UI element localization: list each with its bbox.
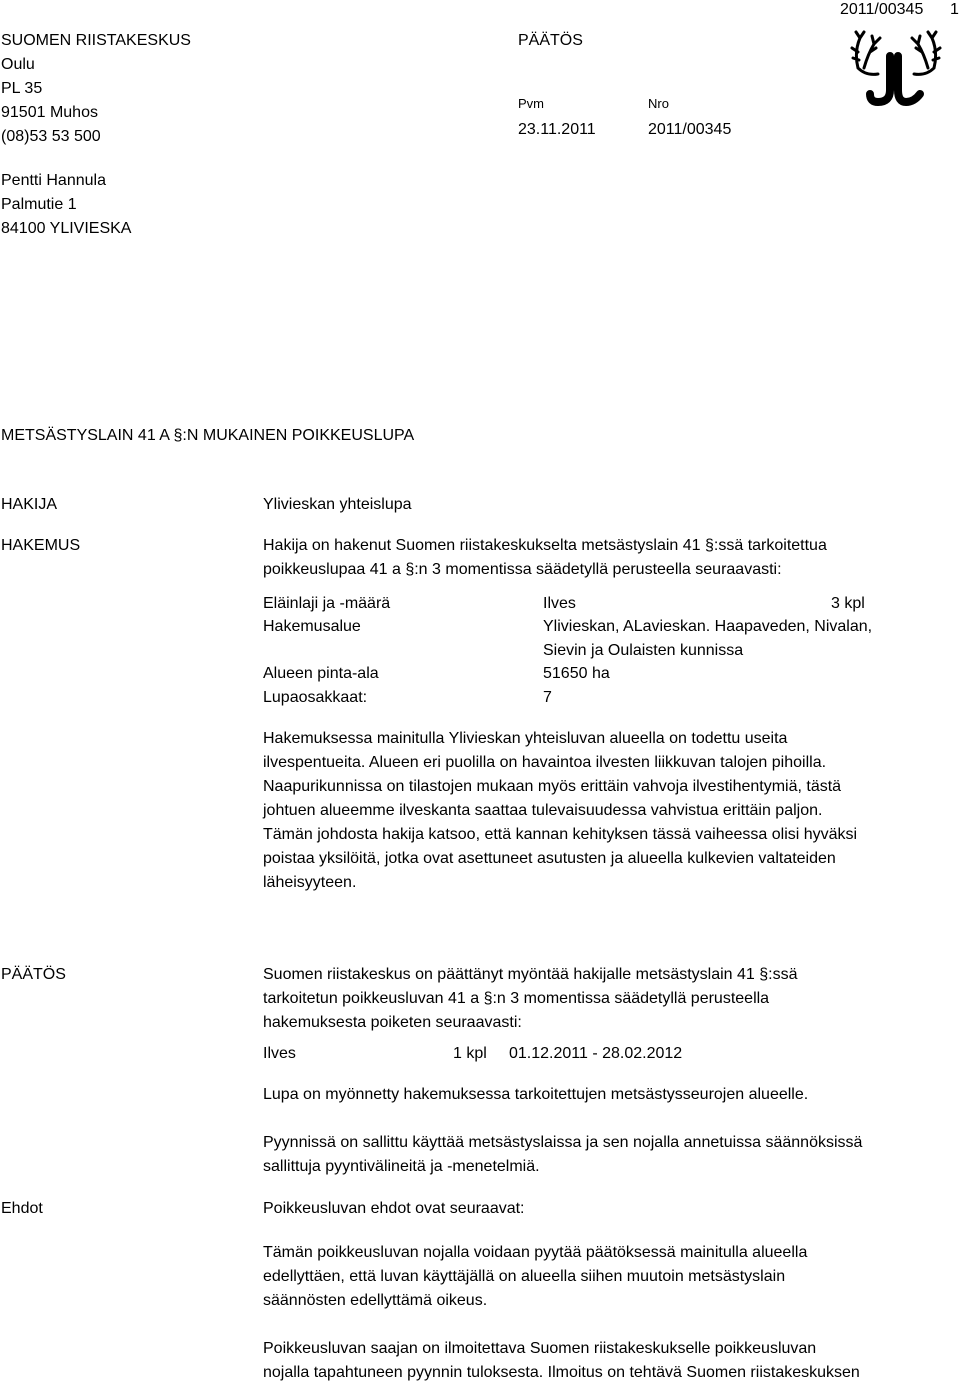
sender-phone: (08)53 53 500: [1, 128, 101, 145]
area-label: Hakemusalue: [263, 618, 361, 635]
hakija-label: HAKIJA: [1, 496, 58, 513]
recipient-postal: 84100 YLIVIESKA: [1, 220, 132, 237]
size-label: Alueen pinta-ala: [263, 665, 379, 682]
hakemus-intro: [263, 534, 827, 582]
members-label: Lupaosakkaat:: [263, 689, 368, 706]
paatos-intro-line: Suomen riistakeskus on päättänyt myöntää hakijalle metsästyslain 41 §:ssä: [263, 966, 798, 983]
doc-type: PÄÄTÖS: [518, 32, 583, 49]
sender-pobox: PL 35: [1, 80, 43, 97]
condition-line: edellyttäen, että luvan käyttäjällä on alueella siihen muutoin metsästyslain: [263, 1268, 786, 1285]
hakemus-intro-line: poikkeuslupaa 41 a §:n 3 momentissa säädetyllä perusteella seuraavasti:: [263, 561, 782, 578]
hakemus-label: HAKEMUS: [1, 537, 81, 554]
paatos-label: PÄÄTÖS: [1, 966, 66, 983]
condition-line: Poikkeusluvan saajan on ilmoitettava Suomen riistakeskukselle poikkeusluvan: [263, 1340, 817, 1357]
reasoning-line: johtuen alueemme ilveskanta saattaa tulevaisuudessa vahvistua erittäin paljon.: [263, 802, 823, 819]
sender-city: Oulu: [1, 56, 35, 73]
paatos-intro-line: hakemuksesta poiketen seuraavasti:: [263, 1014, 522, 1031]
recipient-address: [1, 169, 131, 241]
sender-postal: 91501 Muhos: [1, 104, 98, 121]
ehdot-label: Ehdot: [1, 1200, 43, 1217]
reasoning-line: Tämän johdosta hakija katsoo, että kannan kehityksen tässä vaiheessa olisi hyväksi: [263, 826, 858, 843]
riistakeskus-logo: [850, 30, 942, 110]
ehdot-intro: Poikkeusluvan ehdot ovat seuraavat:: [263, 1200, 525, 1217]
hakija-value: Ylivieskan yhteislupa: [263, 496, 412, 513]
page-number: 1: [950, 1, 959, 18]
granted-period: 01.12.2011 - 28.02.2012: [509, 1045, 683, 1062]
condition-line: Tämän poikkeusluvan nojalla voidaan pyytää päätöksessä mainitulla alueella: [263, 1244, 808, 1261]
granted-area: Lupa on myönnetty hakemuksessa tarkoitettujen metsästysseurojen alueelle.: [263, 1086, 809, 1103]
granted-amount: 1 kpl: [453, 1045, 487, 1062]
hakemus-reasoning: [263, 727, 857, 895]
species-value: Ilves: [543, 595, 576, 612]
members-value: 7: [543, 689, 552, 706]
paatos-intro-line: tarkoitetun poikkeusluvan 41 a §:n 3 momentissa säädetyllä perusteella: [263, 990, 770, 1007]
species-label: Eläinlaji ja -määrä: [263, 595, 391, 612]
reasoning-line: ilvespentueita. Alueen eri puolilla on havaintoa ilvesten liikkuvan talojen pihoilla.: [263, 754, 827, 771]
area-line: Sievin ja Oulaisten kunnissa: [543, 642, 744, 659]
recipient-name: Pentti Hannula: [1, 172, 106, 189]
species-amount: 3 kpl: [831, 595, 865, 612]
condition-line: säännösten edellyttämä oikeus.: [263, 1292, 488, 1309]
granted-species: Ilves: [263, 1045, 296, 1062]
paatos-intro: [263, 963, 798, 1035]
hakemus-intro-line: Hakija on hakenut Suomen riistakeskukselta metsästyslain 41 §:ssä tarkoitettua: [263, 537, 827, 554]
page-reference: 2011/00345: [840, 1, 924, 18]
reasoning-line: läheisyyteen.: [263, 874, 357, 891]
decision-date: 23.11.2011: [518, 121, 596, 138]
condition-1: [263, 1241, 807, 1313]
recipient-street: Palmutie 1: [1, 196, 77, 213]
area-line: Ylivieskan, ALavieskan. Haapaveden, Nivalan,: [543, 618, 873, 635]
nro-label: Nro: [648, 96, 669, 111]
reasoning-line: poistaa yksilöitä, jotka ovat asettuneet asutusten ja alueella kulkevien valtateiden: [263, 850, 836, 867]
methods-line: Pyynnissä on sallittu käyttää metsästyslaissa ja sen nojalla annetuissa säännöksissä: [263, 1134, 863, 1151]
document-title: METSÄSTYSLAIN 41 A §:N MUKAINEN POIKKEUSLUPA: [1, 427, 415, 444]
methods-line: sallittuja pyyntivälineitä ja -menetelmiä.: [263, 1158, 540, 1175]
condition-2: [263, 1337, 860, 1385]
condition-line: nojalla tapahtuneen pyynnin tuloksesta. Ilmoitus on tehtävä Suomen riistakeskuksen: [263, 1364, 860, 1381]
decision-number: 2011/00345: [648, 121, 732, 138]
size-value: 51650 ha: [543, 665, 610, 682]
reasoning-line: Naapurikunnissa on tilastojen mukaan myös erittäin vahvoja ilvestihentymiä, tästä: [263, 778, 842, 795]
hunting-methods: [263, 1131, 862, 1179]
area-value: [543, 615, 872, 663]
sender-org: SUOMEN RIISTAKESKUS: [1, 32, 191, 49]
pvm-label: Pvm: [518, 96, 544, 111]
reasoning-line: Hakemuksessa mainitulla Ylivieskan yhteisluvan alueella on todettu useita: [263, 730, 788, 747]
sender-address: [1, 29, 191, 149]
